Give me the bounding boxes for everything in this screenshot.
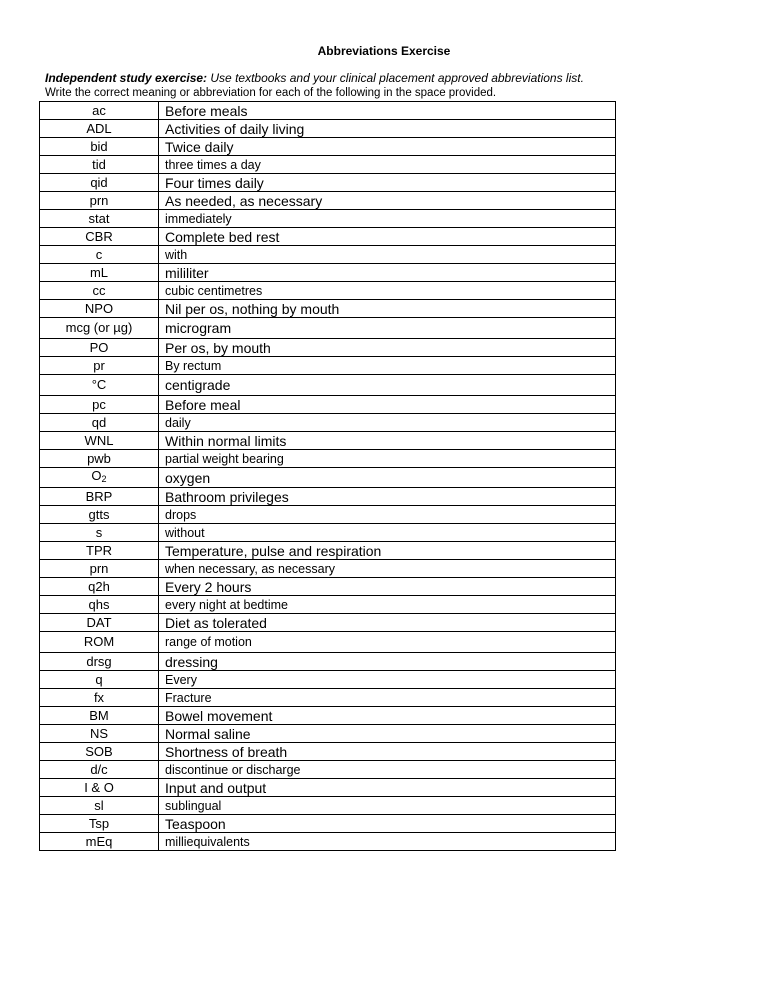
meaning-cell: drops (159, 506, 616, 524)
abbreviation-cell: qid (40, 174, 159, 192)
table-row (40, 282, 616, 300)
abbreviation-cell: Tsp (40, 815, 159, 833)
abbreviation-cell: ADL (40, 120, 159, 138)
table-row (40, 246, 616, 264)
intro-line (45, 71, 584, 85)
meaning-cell: Before meals (159, 102, 616, 120)
intro-label: Independent study exercise: (45, 71, 208, 85)
abbreviation-cell: bid (40, 138, 159, 156)
meaning-cell: three times a day (159, 156, 616, 174)
meaning-cell: Complete bed rest (159, 228, 616, 246)
abbreviation-cell: pr (40, 357, 159, 375)
table-row (40, 707, 616, 725)
abbreviation-cell: NS (40, 725, 159, 743)
abbreviation-cell: drsg (40, 653, 159, 671)
meaning-cell: mililiter (159, 264, 616, 282)
meaning-cell: Activities of daily living (159, 120, 616, 138)
abbreviation-cell: tid (40, 156, 159, 174)
table-row (40, 138, 616, 156)
abbreviation-cell: q2h (40, 578, 159, 596)
table-row (40, 542, 616, 560)
abbreviation-cell: °C (40, 375, 159, 396)
abbreviation-cell: NPO (40, 300, 159, 318)
abbreviation-cell: c (40, 246, 159, 264)
table-row (40, 450, 616, 468)
meaning-cell: with (159, 246, 616, 264)
abbreviation-cell: s (40, 524, 159, 542)
meaning-cell: Every 2 hours (159, 578, 616, 596)
abbreviation-subscript: 2 (101, 474, 107, 484)
abbreviation-cell: pwb (40, 450, 159, 468)
meaning-cell: immediately (159, 210, 616, 228)
abbreviation-cell: prn (40, 192, 159, 210)
meaning-cell: discontinue or discharge (159, 761, 616, 779)
abbreviation-cell: gtts (40, 506, 159, 524)
table-row (40, 339, 616, 357)
abbreviation-cell: pc (40, 396, 159, 414)
meaning-cell: oxygen (159, 468, 616, 488)
abbreviation-cell: fx (40, 689, 159, 707)
meaning-cell: Per os, by mouth (159, 339, 616, 357)
meaning-cell: Shortness of breath (159, 743, 616, 761)
intro-text: Use textbooks and your clinical placement approved abbreviations list. (210, 71, 584, 85)
instruction-text: Write the correct meaning or abbreviation for each of the following in the space provided. (45, 87, 497, 99)
meaning-cell: Every (159, 671, 616, 689)
table-row (40, 210, 616, 228)
table-row (40, 264, 616, 282)
abbreviation-cell: mL (40, 264, 159, 282)
meaning-cell: when necessary, as necessary (159, 560, 616, 578)
meaning-cell: Teaspoon (159, 815, 616, 833)
table-row (40, 357, 616, 375)
table-row (40, 743, 616, 761)
meaning-cell: sublingual (159, 797, 616, 815)
abbreviation-cell: ROM (40, 632, 159, 653)
abbreviation-cell: BRP (40, 488, 159, 506)
abbreviation-cell: qhs (40, 596, 159, 614)
abbreviation-cell: TPR (40, 542, 159, 560)
table-row (40, 396, 616, 414)
abbreviation-cell: q (40, 671, 159, 689)
abbreviation-cell: stat (40, 210, 159, 228)
table-row (40, 671, 616, 689)
table-row (40, 432, 616, 450)
table-row (40, 375, 616, 396)
meaning-cell: Bowel movement (159, 707, 616, 725)
meaning-cell: dressing (159, 653, 616, 671)
table-row (40, 632, 616, 653)
table-row (40, 779, 616, 797)
meaning-cell: Fracture (159, 689, 616, 707)
abbreviation-cell: sl (40, 797, 159, 815)
abbreviation-main: O (91, 468, 102, 483)
table-row (40, 488, 616, 506)
document-title: Abbreviations Exercise (317, 44, 451, 58)
table-row (40, 524, 616, 542)
table-row (40, 300, 616, 318)
abbreviations-table (39, 101, 616, 851)
abbreviation-cell: I & O (40, 779, 159, 797)
table-row (40, 468, 616, 488)
abbreviation-cell: SOB (40, 743, 159, 761)
table-row (40, 506, 616, 524)
meaning-cell: range of motion (159, 632, 616, 653)
abbreviation-cell: PO (40, 339, 159, 357)
table-row (40, 318, 616, 339)
abbreviation-cell: BM (40, 707, 159, 725)
table-row (40, 761, 616, 779)
table-row (40, 560, 616, 578)
table-row (40, 653, 616, 671)
abbreviation-cell: WNL (40, 432, 159, 450)
meaning-cell: Twice daily (159, 138, 616, 156)
table-row (40, 414, 616, 432)
table-row (40, 228, 616, 246)
meaning-cell: Diet as tolerated (159, 614, 616, 632)
meaning-cell: daily (159, 414, 616, 432)
table-row (40, 102, 616, 120)
meaning-cell: Before meal (159, 396, 616, 414)
table-row (40, 833, 616, 851)
abbreviation-cell: d/c (40, 761, 159, 779)
meaning-cell: every night at bedtime (159, 596, 616, 614)
meaning-cell: milliequivalents (159, 833, 616, 851)
abbreviation-cell: qd (40, 414, 159, 432)
meaning-cell: microgram (159, 318, 616, 339)
abbreviation-cell: DAT (40, 614, 159, 632)
table-row (40, 797, 616, 815)
meaning-cell: Input and output (159, 779, 616, 797)
abbreviation-cell: CBR (40, 228, 159, 246)
abbreviation-cell: prn (40, 560, 159, 578)
table-row (40, 596, 616, 614)
meaning-cell: Within normal limits (159, 432, 616, 450)
meaning-cell: As needed, as necessary (159, 192, 616, 210)
meaning-cell: By rectum (159, 357, 616, 375)
meaning-cell: cubic centimetres (159, 282, 616, 300)
table-row (40, 156, 616, 174)
table-row (40, 689, 616, 707)
meaning-cell: Normal saline (159, 725, 616, 743)
meaning-cell: Nil per os, nothing by mouth (159, 300, 616, 318)
meaning-cell: Temperature, pulse and respiration (159, 542, 616, 560)
table-row (40, 192, 616, 210)
abbreviation-cell: mEq (40, 833, 159, 851)
abbreviation-cell: ac (40, 102, 159, 120)
table-row (40, 815, 616, 833)
table-row (40, 174, 616, 192)
meaning-cell: Bathroom privileges (159, 488, 616, 506)
table-row (40, 578, 616, 596)
abbreviation-cell: mcg (or µg) (40, 318, 159, 339)
meaning-cell: partial weight bearing (159, 450, 616, 468)
meaning-cell: centigrade (159, 375, 616, 396)
abbreviation-cell (40, 468, 159, 488)
table-row (40, 725, 616, 743)
abbreviation-cell: cc (40, 282, 159, 300)
table-row (40, 120, 616, 138)
meaning-cell: without (159, 524, 616, 542)
meaning-cell: Four times daily (159, 174, 616, 192)
table-row (40, 614, 616, 632)
